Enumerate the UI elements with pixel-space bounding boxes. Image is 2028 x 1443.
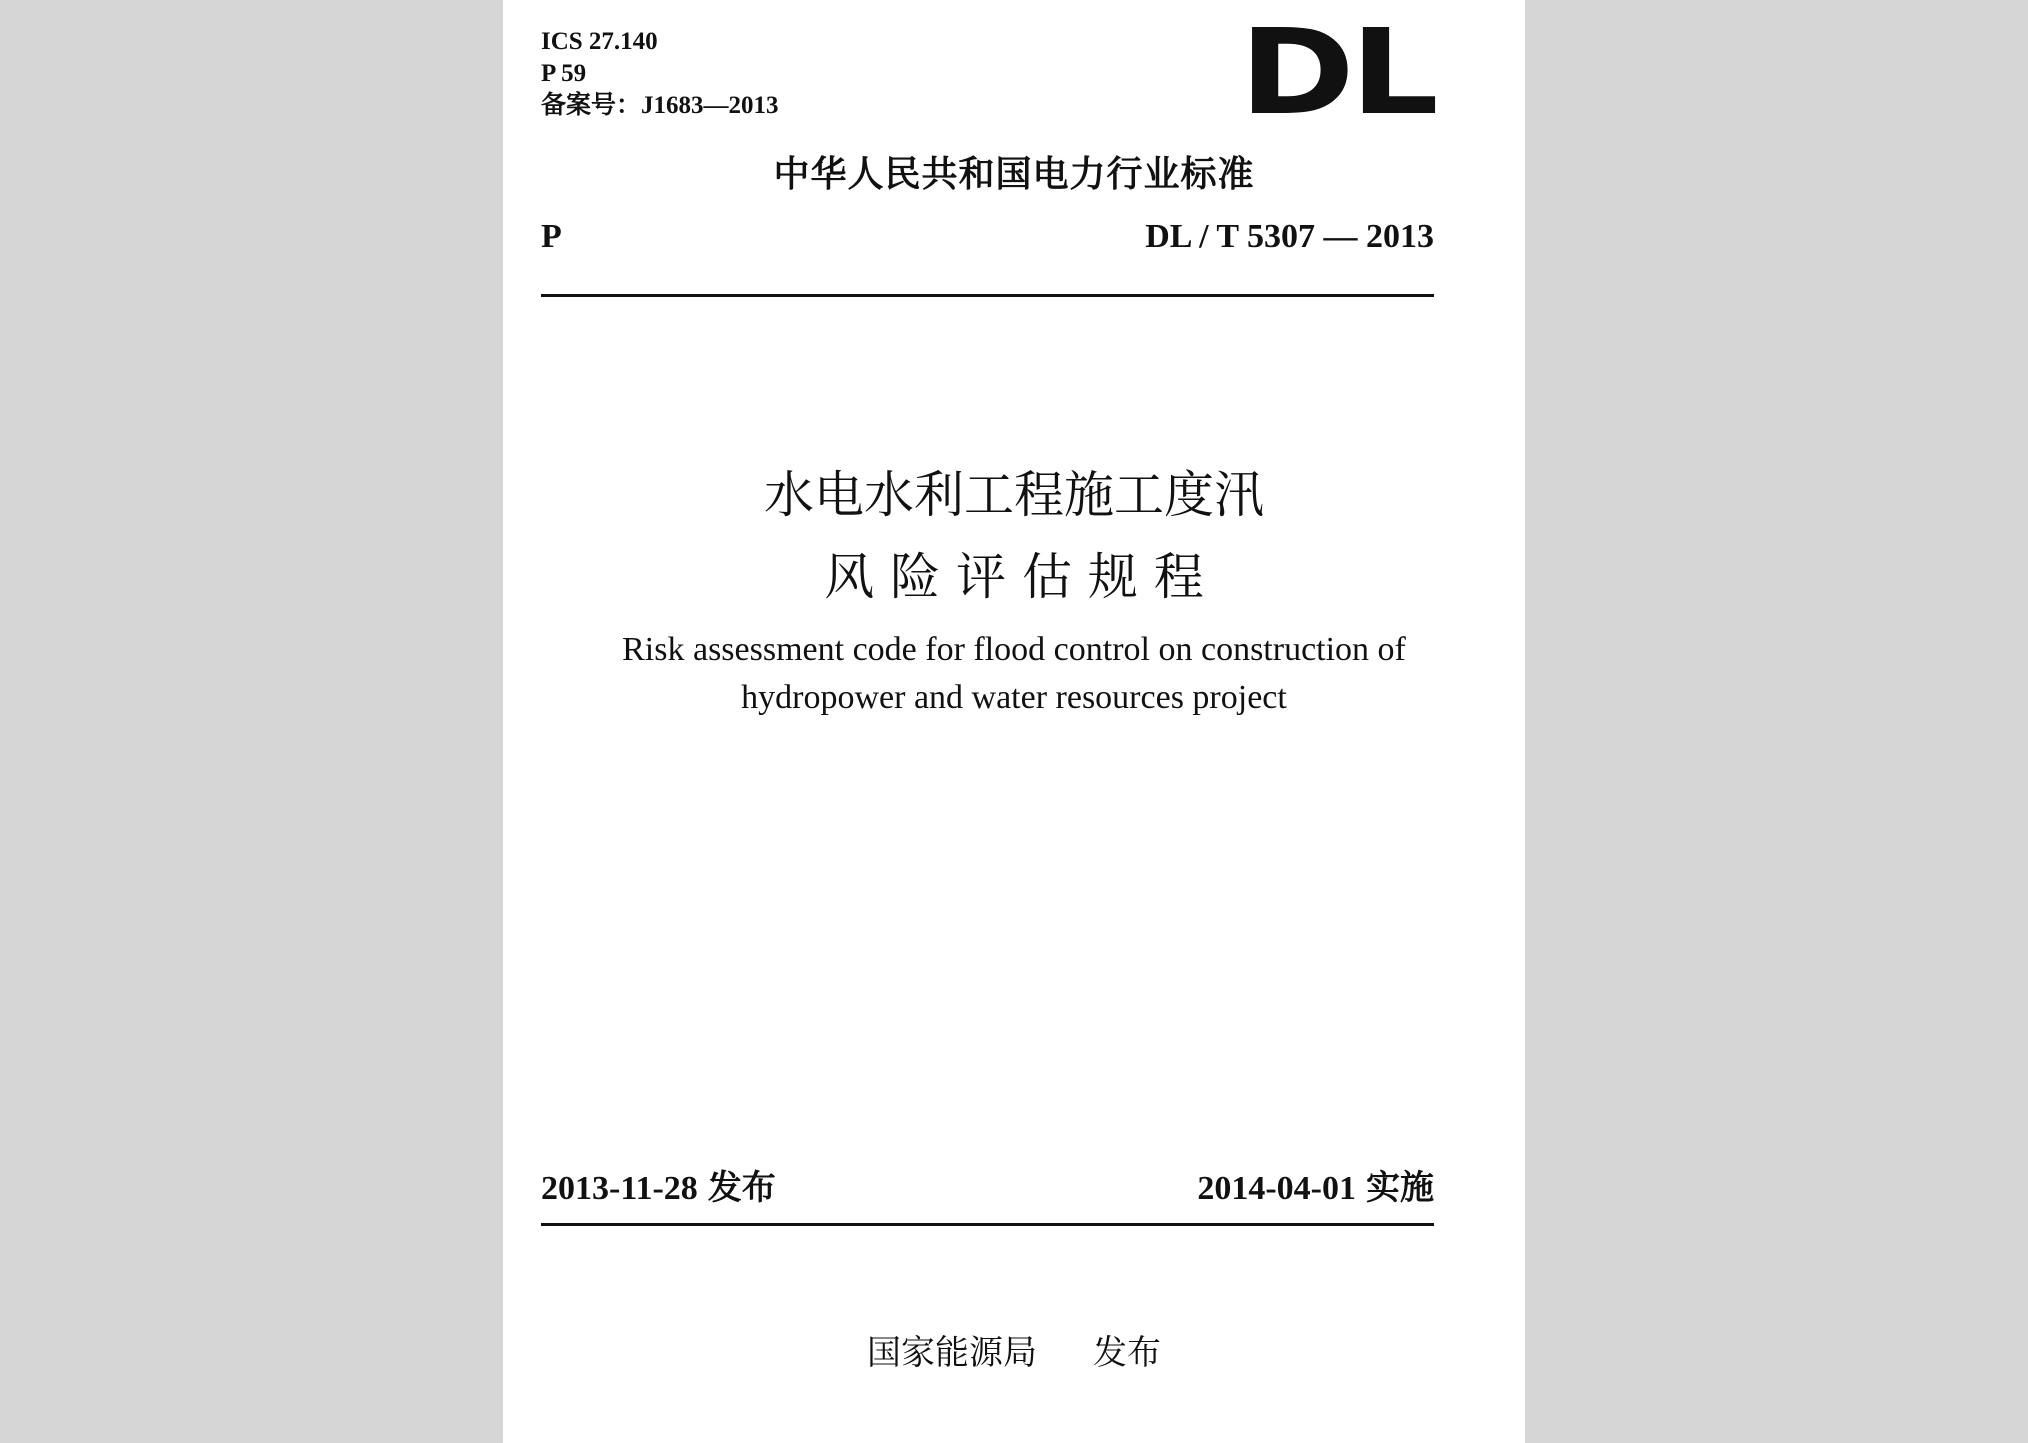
publisher-name: 国家能源局 <box>867 1333 1037 1373</box>
industry-standard-title: 中华人民共和国电力行业标准 <box>773 154 1255 195</box>
issue-label: 发布 <box>707 1168 776 1208</box>
document-page <box>503 0 1525 1443</box>
title-cn-line1: 水电水利工程施工度汛 <box>764 466 1264 524</box>
issue-date-value: 2013-11-28 <box>541 1170 698 1207</box>
publisher <box>503 1325 1525 1374</box>
standard-number: DL / T 5307 — 2013 <box>1145 218 1434 255</box>
issue-date <box>541 1160 776 1209</box>
record-number: 备案号：J1683—2013 <box>541 92 779 119</box>
title-en-line2: hydropower and water resources project <box>741 679 1287 716</box>
classification-code: P <box>541 218 562 255</box>
title-cn-line2: 风 险 评 估 规 程 <box>824 548 1204 606</box>
effective-date <box>1197 1160 1434 1209</box>
dl-logo: DL <box>1239 3 1434 141</box>
title-en-line1: Risk assessment code for flood control on construction of <box>622 631 1406 668</box>
footer-divider <box>541 1223 1434 1226</box>
header-divider <box>541 294 1434 297</box>
effective-label: 实施 <box>1366 1168 1434 1208</box>
ccs-code: P 59 <box>541 60 587 87</box>
publish-label: 发布 <box>1093 1333 1161 1373</box>
effective-date-value: 2014-04-01 <box>1197 1170 1356 1207</box>
ics-code: ICS 27.140 <box>541 28 658 55</box>
